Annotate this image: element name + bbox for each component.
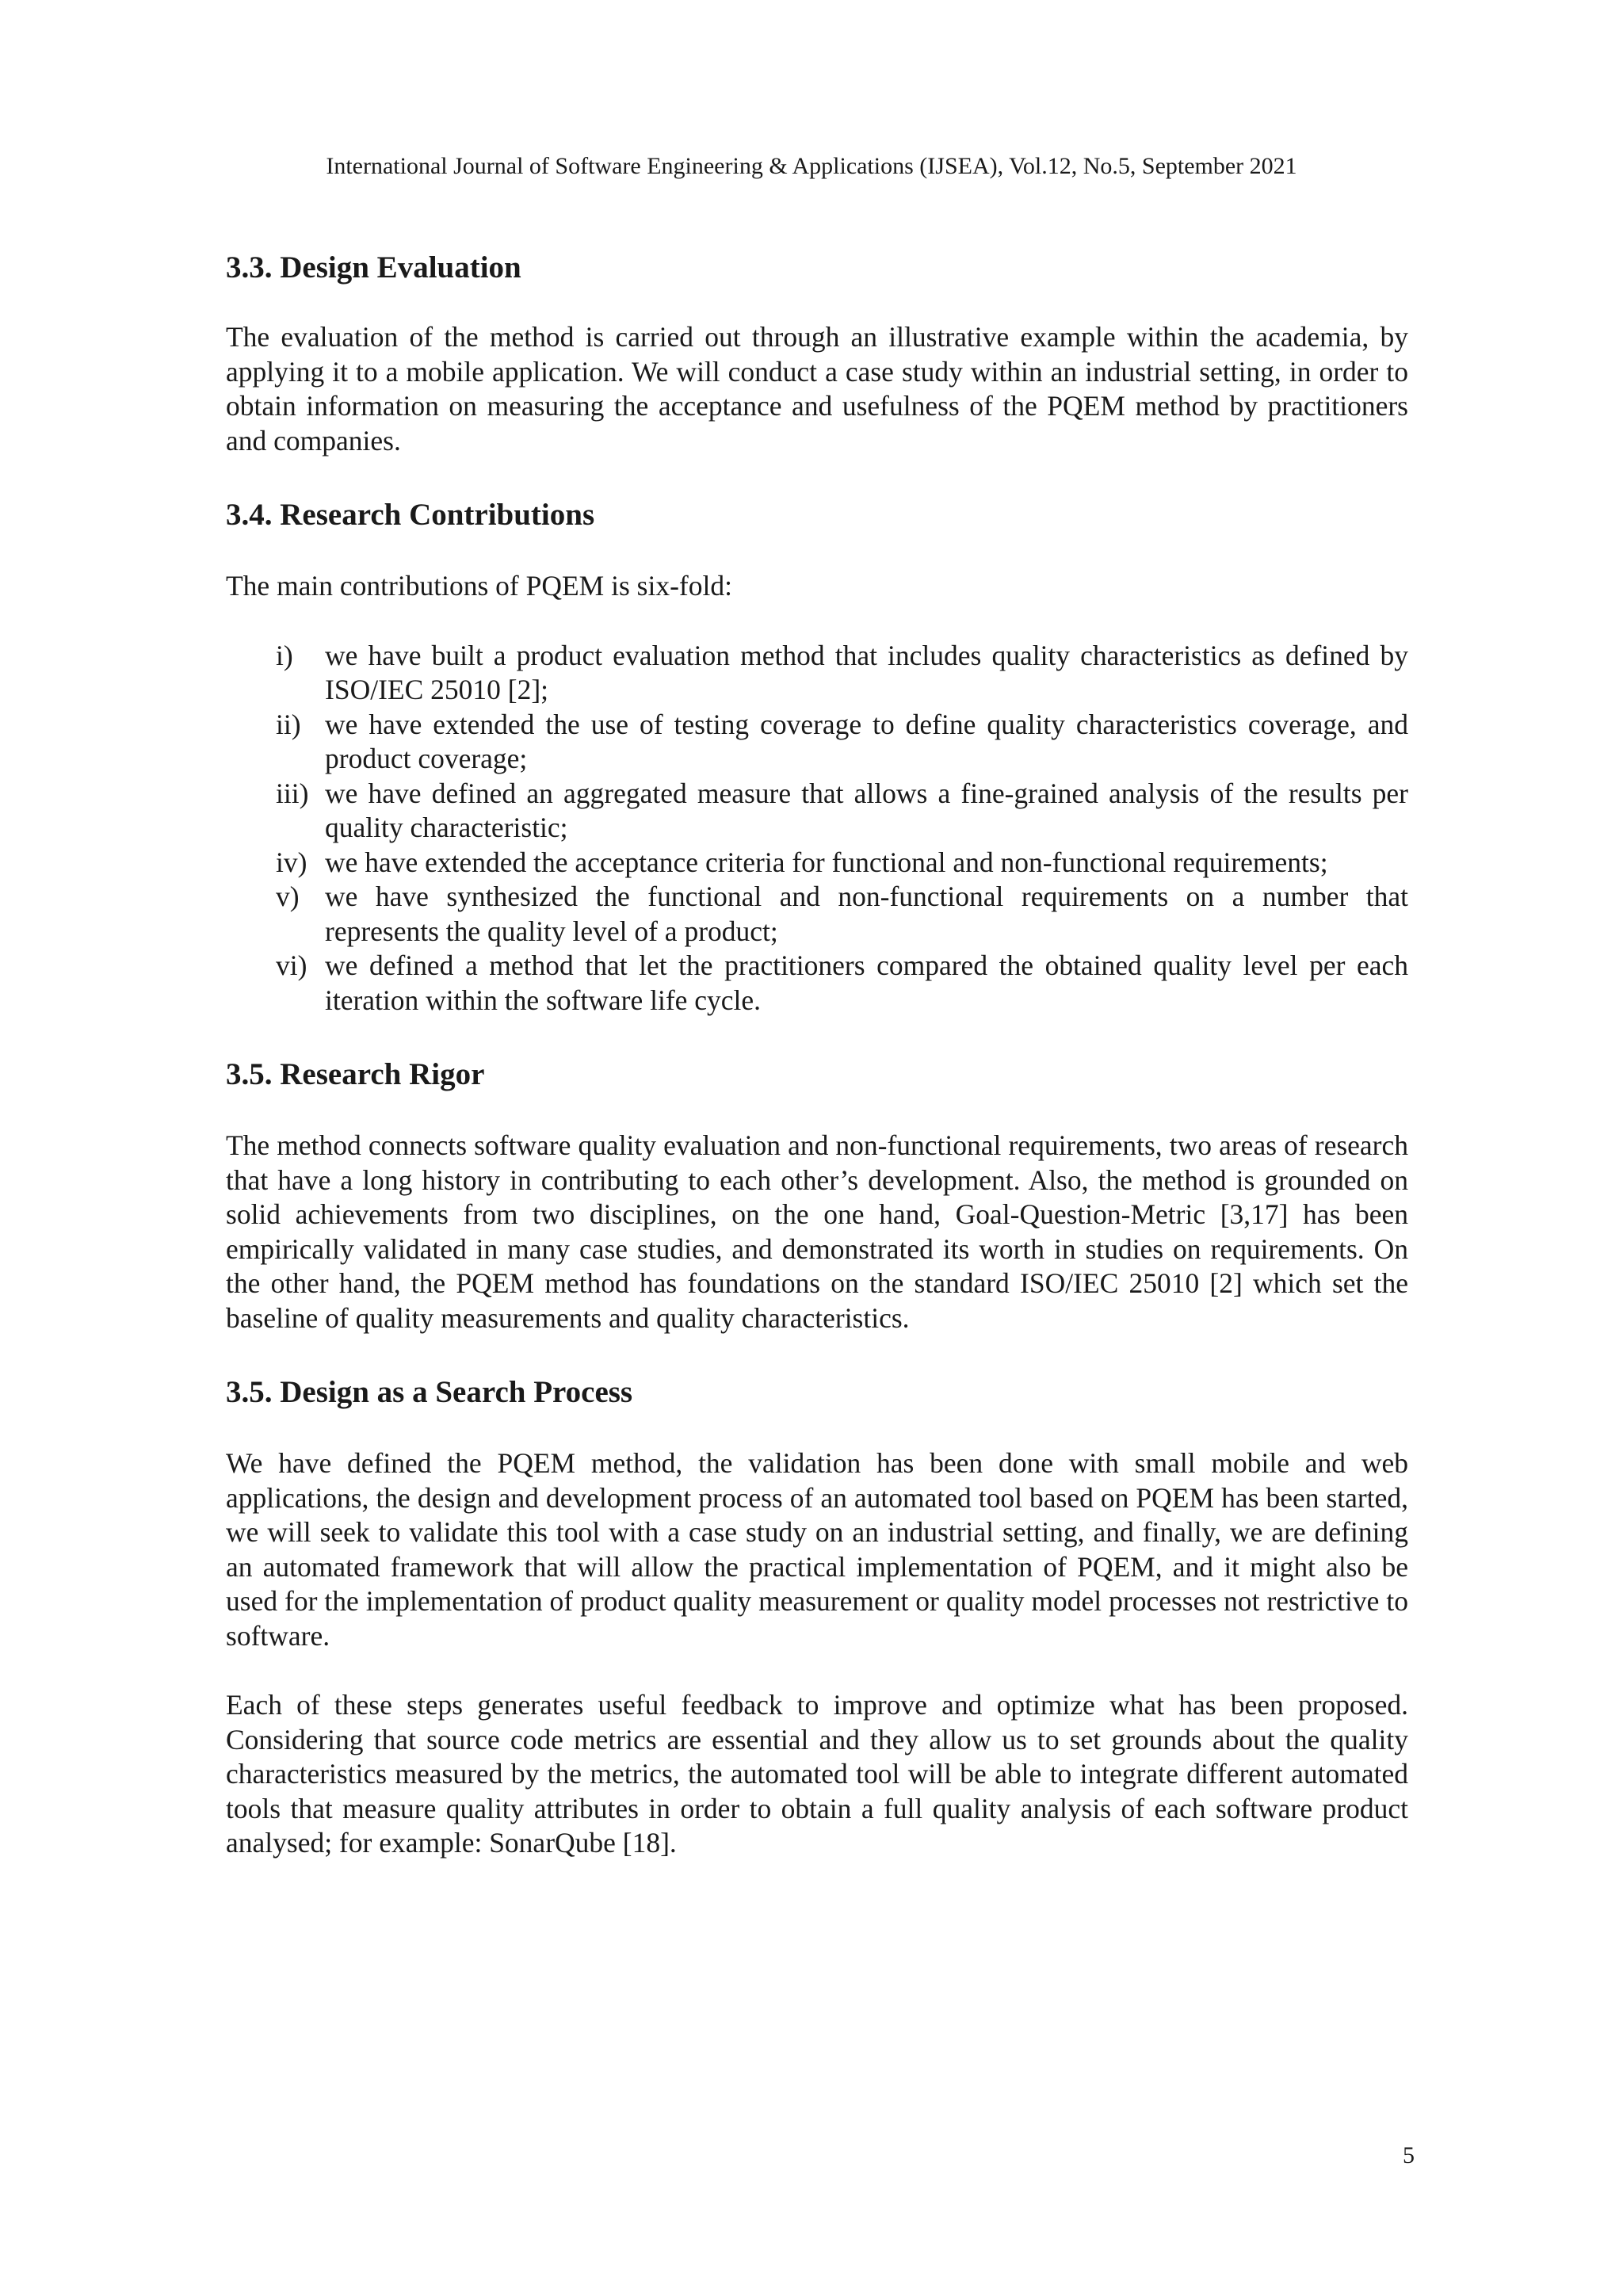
list-item	[226, 777, 1408, 846]
list-item-number: iv)	[276, 846, 307, 878]
list-item	[226, 708, 1408, 777]
page-content	[226, 238, 1408, 1861]
section-heading: 3.5. Design as a Search Process	[226, 1375, 633, 1409]
list-item-number: i)	[276, 639, 293, 671]
section-research-rigor	[226, 1056, 1408, 1335]
section-design-evaluation	[226, 249, 1408, 458]
section-research-contributions	[226, 496, 1408, 1018]
list-item	[226, 880, 1408, 949]
list-item-text: we defined a method that let the practitioners compared the obtained quality level per each iteration within the software life cycle.	[325, 949, 1408, 1016]
list-item	[226, 639, 1408, 708]
list-item-number: ii)	[276, 708, 301, 740]
list-item	[226, 949, 1408, 1018]
list-item-text: we have defined an aggregated measure that allows a fine-grained analysis of the results per quality characteristic;	[325, 777, 1408, 843]
page-number: 5	[1403, 2142, 1415, 2168]
list-item-text: we have built a product evaluation method that includes quality characteristics as defined by ISO/IEC 25010 [2];	[325, 639, 1408, 705]
section-paragraph: Each of these steps generates useful feedback to improve and optimize what has been proposed. Considering that source code metrics are essential and they allow us to set grounds about the quality characteristics measured by the metrics, the automated tool will be able to integrate different automated tools that measure quality attributes in order to obtain a full quality analysis of each software product analysed; for example: SonarQube [18].	[226, 1689, 1408, 1859]
section-design-search-process	[226, 1373, 1408, 1861]
list-item-number: v)	[276, 881, 300, 912]
section-heading: 3.5. Research Rigor	[226, 1057, 485, 1091]
list-item-text: we have synthesized the functional and non-functional requirements on a number that represents the quality level of a product;	[325, 881, 1408, 947]
list-item-number: iii)	[276, 777, 309, 809]
list-item-text: we have extended the acceptance criteria for functional and non-functional requirements;	[325, 846, 1328, 878]
running-header: International Journal of Software Engineering & Applications (IJSEA), Vol.12, No.5, September 2021	[326, 153, 1297, 179]
list-item-number: vi)	[276, 949, 307, 981]
section-intro: The main contributions of PQEM is six-fold:	[226, 570, 732, 602]
list-item	[226, 846, 1408, 881]
section-paragraph: The method connects software quality evaluation and non-functional requirements, two areas of research that have a long history in contributing to each other’s development. Also, the method is grounded on solid achievements from two disciplines, on the one hand, Goal-Question-Metric [3,17] has been empirically validated in many case studies, and demonstrated its worth in studies on requirements. On the other hand, the PQEM method has foundations on the standard ISO/IEC 25010 [2] which set the baseline of quality measurements and quality characteristics.	[226, 1129, 1408, 1334]
section-heading: 3.4. Research Contributions	[226, 498, 595, 532]
list-item-text: we have extended the use of testing coverage to define quality characteristics coverage, and product coverage;	[325, 708, 1408, 774]
section-paragraph: We have defined the PQEM method, the validation has been done with small mobile and web applications, the design and development process of an automated tool based on PQEM has been started, we will seek to validate this tool with a case study on an industrial setting, and finally, we are defining an automated framework that will allow the practical implementation of PQEM, and it might also be used for the implementation of product quality measurement or quality model processes not restrictive to software.	[226, 1447, 1408, 1652]
contributions-list	[226, 639, 1408, 1018]
section-paragraph: The evaluation of the method is carried out through an illustrative example within the academia, by applying it to a mobile application. We will conduct a case study within an industrial setting, in order to obtain information on measuring the acceptance and usefulness of the PQEM method by practitioners and companies.	[226, 321, 1408, 457]
section-heading: 3.3. Design Evaluation	[226, 250, 521, 285]
